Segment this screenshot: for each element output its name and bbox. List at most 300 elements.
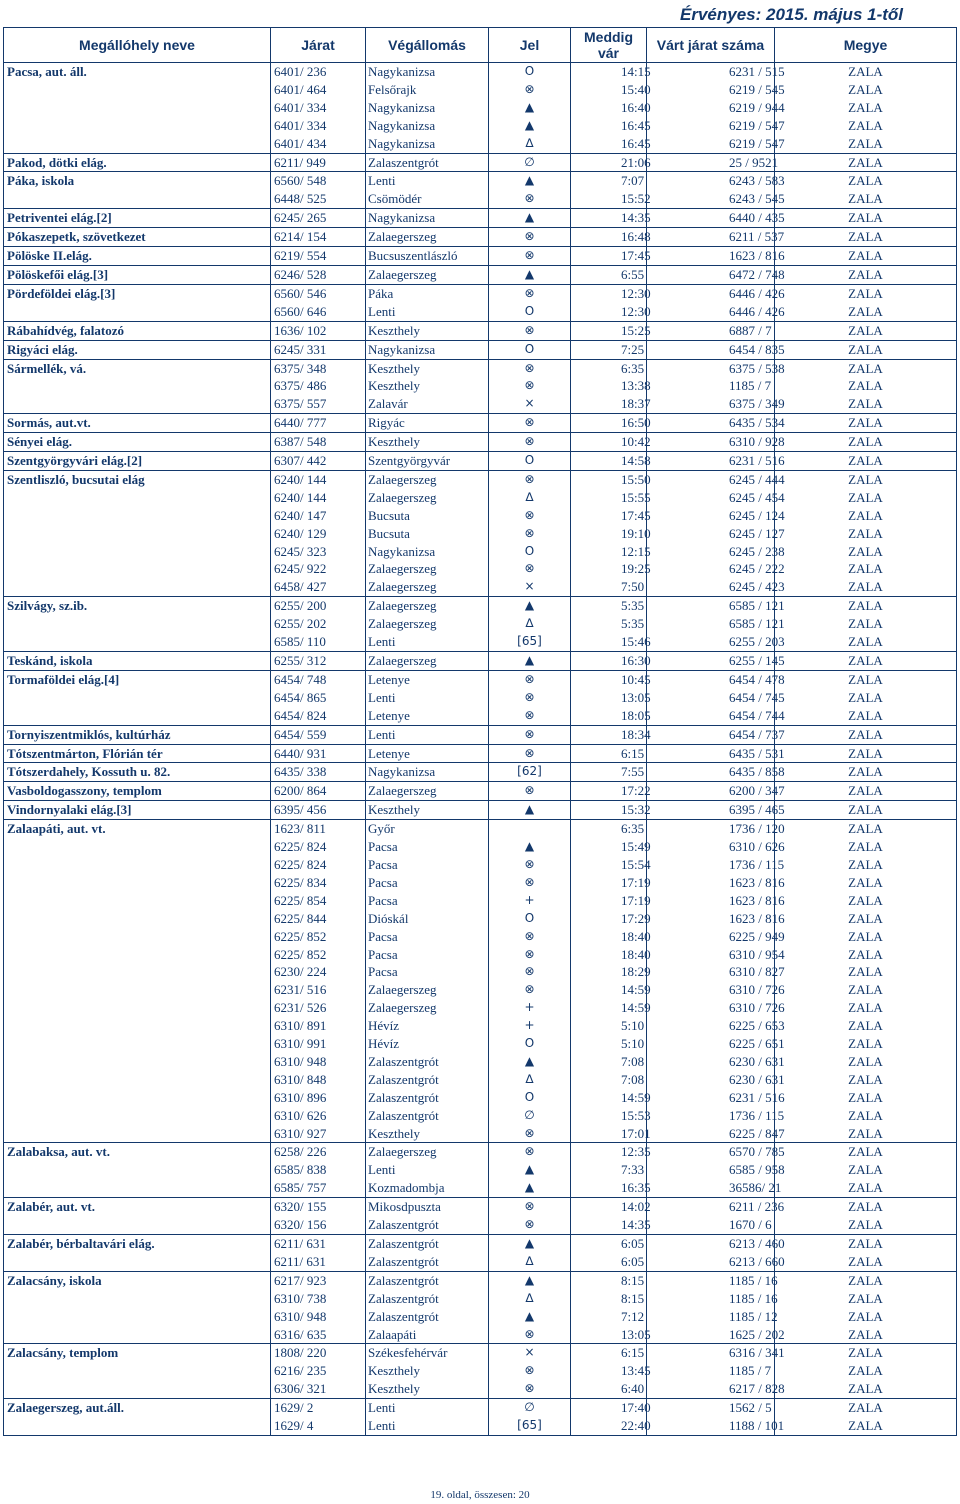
route-number-cell: 6225/ 852 [271,946,366,964]
route-number-cell: 6560/ 548 [271,172,366,190]
wait-until-cell: 14:35 [571,1216,647,1234]
county-cell: ZALA [775,359,957,377]
county-cell: ZALA [775,228,957,247]
route-number-cell: 6310/ 948 [271,1053,366,1071]
header-symbol: Jel [489,28,571,63]
destination-cell: Zalaegerszeg [366,615,489,633]
wait-until-cell: 15:49 [571,838,647,856]
symbol-cell: ⊗ [489,525,571,543]
route-number-cell: 6200/ 864 [271,782,366,801]
wait-until-cell: 13:05 [571,1326,647,1344]
table-row [4,1380,957,1398]
symbol-cell: + [489,892,571,910]
stop-name-cell [4,303,271,321]
wait-until-cell: 7:33 [571,1161,647,1179]
wait-until-cell: 16:45 [571,117,647,135]
wait-until-cell: 17:19 [571,892,647,910]
destination-cell: Zalaegerszeg [366,228,489,247]
awaited-route-cell: 6230 / 631 [647,1053,775,1071]
stop-name-cell [4,999,271,1017]
awaited-route-cell: 6219 / 547 [647,135,775,153]
county-cell: ZALA [775,1053,957,1071]
symbol-cell: ⊗ [489,782,571,801]
destination-cell: Pacsa [366,892,489,910]
wait-until-cell: 10:42 [571,433,647,452]
table-row [4,377,957,395]
county-cell: ZALA [775,1362,957,1380]
awaited-route-cell: 6255 / 203 [647,633,775,651]
table-row [4,265,957,284]
awaited-route-cell: 6887 / 7 [647,321,775,340]
symbol-cell: ⊗ [489,560,571,578]
stop-name-cell: Tótszentmárton, Flórián tér [4,744,271,763]
county-cell: ZALA [775,1089,957,1107]
symbol-cell: ▲ [489,1271,571,1289]
symbol-cell: ▲ [489,265,571,284]
wait-until-cell: 6:15 [571,744,647,763]
county-cell: ZALA [775,707,957,725]
stop-name-cell: Zalaegerszeg, aut.áll. [4,1399,271,1417]
stop-name-cell: Rábahídvég, falatozó [4,321,271,340]
wait-until-cell: 6:40 [571,1380,647,1398]
table-row [4,228,957,247]
wait-until-cell: 22:40 [571,1417,647,1435]
stop-name-cell: Tormaföldei elág.[4] [4,670,271,688]
county-cell: ZALA [775,725,957,744]
symbol-cell: ▲ [489,1308,571,1326]
awaited-route-cell: 6219 / 547 [647,117,775,135]
table-row [4,1071,957,1089]
symbol-cell: ▲ [489,1161,571,1179]
table-row [4,1125,957,1143]
destination-cell: Lenti [366,1161,489,1179]
table-row [4,247,957,266]
route-number-cell: 6225/ 844 [271,910,366,928]
awaited-route-cell: 6243 / 545 [647,190,775,208]
county-cell: ZALA [775,63,957,81]
stop-name-cell [4,1380,271,1398]
county-cell: ZALA [775,489,957,507]
awaited-route-cell: 1623 / 816 [647,910,775,928]
stop-name-cell [4,1089,271,1107]
route-number-cell: 6307/ 442 [271,452,366,471]
county-cell: ZALA [775,963,957,981]
table-row [4,433,957,452]
header-wait-line1: Meddig [584,29,633,45]
stop-name-cell [4,981,271,999]
destination-cell: Székesfehérvár [366,1344,489,1362]
symbol-cell: ⊗ [489,190,571,208]
symbol-cell: ∆ [489,135,571,153]
awaited-route-cell: 6217 / 828 [647,1380,775,1398]
wait-until-cell: 19:25 [571,560,647,578]
route-number-cell: 6560/ 646 [271,303,366,321]
awaited-route-cell: 1185 / 7 [647,1362,775,1380]
county-cell: ZALA [775,801,957,820]
route-number-cell: 6255/ 202 [271,615,366,633]
stop-name-cell: Szentliszló, bucsutai elág [4,470,271,488]
table-row [4,838,957,856]
destination-cell: Zalaegerszeg [366,470,489,488]
awaited-route-cell: 1185 / 7 [647,377,775,395]
destination-cell: Zalaegerszeg [366,1143,489,1161]
table-row [4,928,957,946]
awaited-route-cell: 1185 / 12 [647,1308,775,1326]
symbol-cell: ▲ [489,652,571,671]
awaited-route-cell: 6225 / 949 [647,928,775,946]
route-number-cell: 6310/ 738 [271,1290,366,1308]
destination-cell: Zalaszentgrót [366,1235,489,1253]
symbol-cell: ⊗ [489,359,571,377]
awaited-route-cell: 6310 / 928 [647,433,775,452]
stop-name-cell: Zalacsány, iskola [4,1271,271,1289]
stop-name-cell: Szilvágy, sz.ib. [4,597,271,615]
county-cell: ZALA [775,172,957,190]
county-cell: ZALA [775,578,957,596]
symbol-cell: [65] [489,633,571,651]
stop-name-cell: Pókaszepetk, szövetkezet [4,228,271,247]
wait-until-cell: 14:02 [571,1198,647,1216]
stop-name-cell: Pördeföldei elág.[3] [4,284,271,302]
county-cell: ZALA [775,1399,957,1417]
county-cell: ZALA [775,525,957,543]
stop-name-cell: Zalabér, bérbaltavári elág. [4,1235,271,1253]
stop-name-cell [4,1071,271,1089]
county-cell: ZALA [775,689,957,707]
awaited-route-cell: 6454 / 745 [647,689,775,707]
symbol-cell: × [489,578,571,596]
header-row [4,28,957,63]
route-number-cell: 6448/ 525 [271,190,366,208]
symbol-cell: ⊗ [489,414,571,433]
destination-cell: Zalaszentgrót [366,1271,489,1289]
table-row [4,507,957,525]
stop-name-cell: Sármellék, vá. [4,359,271,377]
wait-until-cell: 16:30 [571,652,647,671]
table-row [4,303,957,321]
table-row [4,1326,957,1344]
stop-name-cell: Zalaapáti, aut. vt. [4,820,271,838]
destination-cell: Zalaszentgrót [366,1071,489,1089]
route-number-cell: 6375/ 348 [271,359,366,377]
county-cell: ZALA [775,999,957,1017]
wait-until-cell: 13:38 [571,377,647,395]
route-number-cell: 6454/ 865 [271,689,366,707]
county-cell: ZALA [775,670,957,688]
table-row [4,525,957,543]
table-row [4,414,957,433]
table-row [4,1198,957,1216]
county-cell: ZALA [775,1161,957,1179]
awaited-route-cell: 6435 / 858 [647,763,775,782]
table-row [4,340,957,359]
route-number-cell: 6310/ 848 [271,1071,366,1089]
wait-until-cell: 18:40 [571,928,647,946]
header-stop: Megállóhely neve [4,28,271,63]
awaited-route-cell: 6225 / 653 [647,1017,775,1035]
destination-cell: Keszthely [366,1125,489,1143]
wait-until-cell: 6:15 [571,1344,647,1362]
stop-name-cell [4,963,271,981]
route-number-cell: 6240/ 147 [271,507,366,525]
table-row [4,1035,957,1053]
route-number-cell: 6401/ 334 [271,99,366,117]
stop-name-cell [4,1308,271,1326]
destination-cell: Nagykanizsa [366,763,489,782]
wait-until-cell: 8:15 [571,1290,647,1308]
symbol-cell: O [489,1035,571,1053]
route-number-cell: 6240/ 144 [271,470,366,488]
table-row [4,489,957,507]
awaited-route-cell: 1736 / 120 [647,820,775,838]
stop-name-cell [4,117,271,135]
stop-name-cell: Pölöske II.elág. [4,247,271,266]
table-row [4,820,957,838]
destination-cell: Nagykanizsa [366,117,489,135]
destination-cell: Pacsa [366,928,489,946]
route-number-cell: 6214/ 154 [271,228,366,247]
header-wait [571,28,647,63]
symbol-cell: ∅ [489,153,571,172]
awaited-route-cell: 6245 / 423 [647,578,775,596]
symbol-cell: ▲ [489,597,571,615]
table-row [4,763,957,782]
awaited-route-cell: 6446 / 426 [647,284,775,302]
table-row [4,707,957,725]
symbol-cell: ⊗ [489,1362,571,1380]
wait-until-cell: 7:25 [571,340,647,359]
awaited-route-cell: 1623 / 816 [647,892,775,910]
stop-name-cell: Vasboldogasszony, templom [4,782,271,801]
destination-cell: Pacsa [366,856,489,874]
route-number-cell: 1623/ 811 [271,820,366,838]
timetable [3,27,957,1436]
stop-name-cell [4,910,271,928]
route-number-cell: 6440/ 931 [271,744,366,763]
stop-name-cell [4,1253,271,1271]
table-row [4,1271,957,1289]
destination-cell: Páka [366,284,489,302]
awaited-route-cell: 6585 / 121 [647,615,775,633]
destination-cell: Letenye [366,707,489,725]
stop-name-cell [4,1362,271,1380]
symbol-cell: ▲ [489,117,571,135]
stop-name-cell: Szentgyörgyvári elág.[2] [4,452,271,471]
county-cell: ZALA [775,377,957,395]
awaited-route-cell: 6255 / 145 [647,652,775,671]
table-row [4,1107,957,1125]
wait-until-cell: 7:50 [571,578,647,596]
destination-cell: Mikosdpuszta [366,1198,489,1216]
route-number-cell: 6219/ 554 [271,247,366,266]
table-row [4,395,957,413]
stop-name-cell [4,578,271,596]
table-row [4,543,957,561]
stop-name-cell: Sényei elág. [4,433,271,452]
route-number-cell: 6306/ 321 [271,1380,366,1398]
wait-until-cell: 16:35 [571,1179,647,1197]
awaited-route-cell: 6310 / 726 [647,981,775,999]
route-number-cell: 6454/ 559 [271,725,366,744]
county-cell: ZALA [775,928,957,946]
route-number-cell: 6231/ 526 [271,999,366,1017]
county-cell: ZALA [775,597,957,615]
destination-cell: Lenti [366,1399,489,1417]
awaited-route-cell: 6454 / 835 [647,340,775,359]
route-number-cell: 6320/ 155 [271,1198,366,1216]
destination-cell: Nagykanizsa [366,99,489,117]
wait-until-cell: 7:08 [571,1071,647,1089]
county-cell: ZALA [775,892,957,910]
table-row [4,1417,957,1435]
stop-name-cell [4,874,271,892]
county-cell: ZALA [775,615,957,633]
destination-cell: Zalaegerszeg [366,597,489,615]
county-cell: ZALA [775,414,957,433]
table-row [4,1089,957,1107]
awaited-route-cell: 6454 / 744 [647,707,775,725]
symbol-cell: ∆ [489,1071,571,1089]
symbol-cell: ▲ [489,1235,571,1253]
stop-name-cell [4,489,271,507]
route-number-cell: 6245/ 265 [271,209,366,228]
awaited-route-cell: 6245 / 444 [647,470,775,488]
wait-until-cell: 15:46 [571,633,647,651]
stop-name-cell [4,1017,271,1035]
destination-cell: Kozmadombja [366,1179,489,1197]
wait-until-cell: 13:05 [571,689,647,707]
county-cell: ZALA [775,117,957,135]
symbol-cell: O [489,340,571,359]
route-number-cell: 6245/ 323 [271,543,366,561]
symbol-cell: ⊗ [489,1143,571,1161]
table-row [4,1161,957,1179]
table-row [4,153,957,172]
wait-until-cell: 12:30 [571,284,647,302]
route-number-cell: 6395/ 456 [271,801,366,820]
route-number-cell: 6310/ 626 [271,1107,366,1125]
table-row [4,856,957,874]
wait-until-cell: 18:05 [571,707,647,725]
destination-cell: Zalaszentgrót [366,1308,489,1326]
awaited-route-cell: 6585 / 958 [647,1161,775,1179]
county-cell: ZALA [775,838,957,856]
table-row [4,209,957,228]
symbol-cell: O [489,910,571,928]
stop-name-cell [4,1179,271,1197]
awaited-route-cell: 1185 / 16 [647,1271,775,1289]
table-row [4,470,957,488]
awaited-route-cell: 6454 / 737 [647,725,775,744]
wait-until-cell: 14:59 [571,999,647,1017]
wait-until-cell: 12:15 [571,543,647,561]
awaited-route-cell: 6225 / 651 [647,1035,775,1053]
destination-cell: Zalaegerszeg [366,578,489,596]
county-cell: ZALA [775,1417,957,1435]
route-number-cell: 6240/ 129 [271,525,366,543]
county-cell: ZALA [775,910,957,928]
table-row [4,633,957,651]
table-row [4,744,957,763]
wait-until-cell: 15:53 [571,1107,647,1125]
wait-until-cell: 17:22 [571,782,647,801]
table-row [4,1053,957,1071]
stop-name-cell [4,946,271,964]
symbol-cell: ▲ [489,209,571,228]
wait-until-cell: 5:35 [571,615,647,633]
destination-cell: Csömödér [366,190,489,208]
wait-until-cell: 6:05 [571,1235,647,1253]
destination-cell: Zalaszentgrót [366,1216,489,1234]
route-number-cell: 6216/ 235 [271,1362,366,1380]
awaited-route-cell: 6375 / 349 [647,395,775,413]
awaited-route-cell: 6219 / 944 [647,99,775,117]
wait-until-cell: 15:52 [571,190,647,208]
route-number-cell: 6375/ 557 [271,395,366,413]
awaited-route-cell: 1736 / 115 [647,856,775,874]
header-destination: Végállomás [366,28,489,63]
county-cell: ZALA [775,81,957,99]
table-row [4,1216,957,1234]
symbol-cell: [62] [489,763,571,782]
stop-name-cell [4,543,271,561]
stop-name-cell [4,1290,271,1308]
awaited-route-cell: 6440 / 435 [647,209,775,228]
table-row [4,801,957,820]
symbol-cell: O [489,63,571,81]
destination-cell: Nagykanizsa [366,135,489,153]
wait-until-cell: 15:54 [571,856,647,874]
route-number-cell: 6375/ 486 [271,377,366,395]
destination-cell: Pacsa [366,874,489,892]
table-row [4,321,957,340]
awaited-route-cell: 6245 / 222 [647,560,775,578]
county-cell: ZALA [775,507,957,525]
route-number-cell: 6211/ 631 [271,1235,366,1253]
stop-name-cell [4,1053,271,1071]
awaited-route-cell: 6310 / 827 [647,963,775,981]
wait-until-cell: 12:35 [571,1143,647,1161]
table-row [4,1143,957,1161]
table-row [4,172,957,190]
county-cell: ZALA [775,452,957,471]
county-cell: ZALA [775,1143,957,1161]
stop-name-cell [4,633,271,651]
stop-name-cell: Pacsa, aut. áll. [4,63,271,81]
destination-cell: Zalaegerszeg [366,560,489,578]
wait-until-cell: 8:15 [571,1271,647,1289]
destination-cell: Zalaegerszeg [366,652,489,671]
stop-name-cell [4,689,271,707]
route-number-cell: 1808/ 220 [271,1344,366,1362]
stop-name-cell [4,560,271,578]
route-number-cell: 6240/ 144 [271,489,366,507]
table-row [4,1253,957,1271]
county-cell: ZALA [775,1125,957,1143]
symbol-cell [489,820,571,838]
route-number-cell: 6387/ 548 [271,433,366,452]
wait-until-cell: 16:45 [571,135,647,153]
destination-cell: Zalaegerszeg [366,265,489,284]
symbol-cell: O [489,543,571,561]
awaited-route-cell: 6219 / 545 [647,81,775,99]
destination-cell: Keszthely [366,433,489,452]
table-row [4,1235,957,1253]
route-number-cell: 6255/ 200 [271,597,366,615]
validity-date: Érvényes: 2015. május 1-től [680,5,904,24]
awaited-route-cell: 6310 / 726 [647,999,775,1017]
stop-name-cell: Sormás, aut.vt. [4,414,271,433]
